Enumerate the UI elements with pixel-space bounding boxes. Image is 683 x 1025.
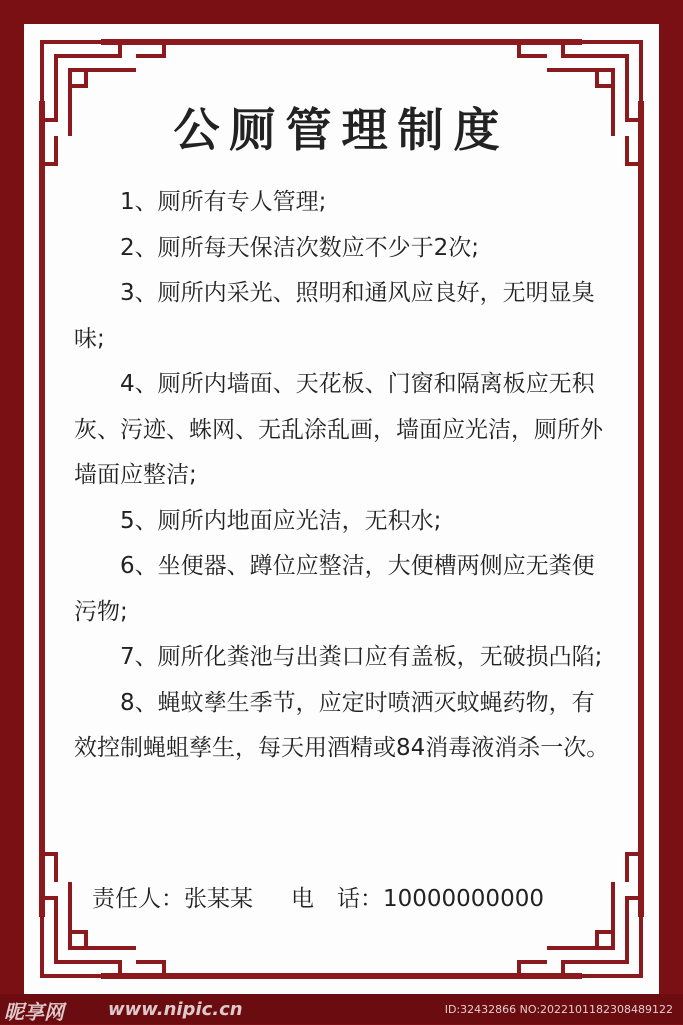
rule-item: 4、厕所内墙面、天花板、门窗和隔离板应无积灰、污迹、蛛网、无乱涂乱画，墙面应光洁，厕所外墙面应整洁; (74, 371, 603, 488)
phone-number: 10000000000 (383, 886, 544, 912)
watermark-id: ID:32432866 NO:20221011823084891​22 (444, 1003, 673, 1016)
rule-item: 2、厕所每天保洁次数应不少于2次; (120, 234, 480, 261)
rule-item: 6、坐便器、蹲位应整洁，大便槽两侧应无粪便污物; (74, 553, 595, 625)
watermark-logo: 昵享网 (4, 1000, 64, 1024)
person-label: 责任人： (92, 886, 184, 912)
rule-item: 7、厕所化粪池与出粪口应有盖板，无破损凸陷; (120, 644, 603, 670)
rule-item: 8、蝇蚊孳生季节，应定时喷洒灭蚊蝇药物，有效控制蝇蛆孳生，每天用酒精或84消毒液消杀一次。 (74, 689, 610, 761)
watermark-site: www.nipic.cn (108, 999, 243, 1020)
phone-label: 电 话： (291, 886, 383, 912)
page-title: 公厕管理制度 (173, 103, 510, 157)
rule-item: 1、厕所有专人管理; (120, 189, 327, 215)
watermark-bar (0, 994, 683, 1024)
rules-list (74, 180, 614, 772)
person-name: 张某某 (184, 886, 253, 912)
rule-item: 5、厕所内地面应光洁，无积水; (120, 507, 442, 534)
contact-line (92, 880, 652, 913)
rule-item: 3、厕所内采光、照明和通风应良好，无明显臭味; (74, 280, 595, 352)
